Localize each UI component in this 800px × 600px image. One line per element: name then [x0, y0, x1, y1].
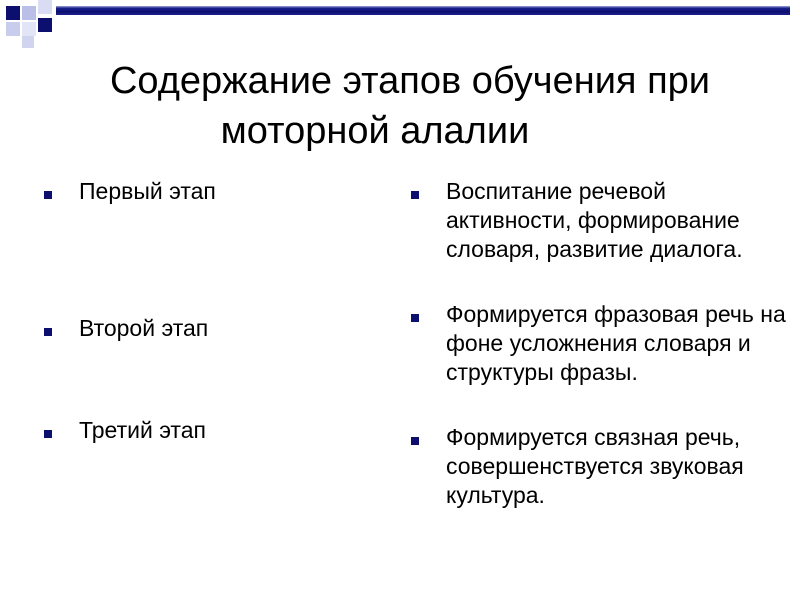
square-bullet-icon: [411, 437, 419, 445]
square-bullet-icon: [411, 191, 419, 199]
square-bullet-icon: [411, 314, 419, 322]
description-text: Формируется связная речь, совершенствуется звуковая культура.: [446, 424, 744, 508]
deco-square: [6, 6, 20, 20]
square-bullet-icon: [44, 191, 52, 199]
deco-square: [38, 18, 52, 32]
square-bullet-icon: [44, 328, 52, 336]
description-item-2: [407, 300, 786, 387]
stage-label: Третий этап: [79, 417, 206, 443]
slide-title-line-2: моторной алалии: [220, 110, 530, 152]
description-text: Воспитание речевой активности, формирование словаря, развитие диалога.: [446, 178, 743, 262]
deco-square: [6, 22, 20, 36]
header-bar: [56, 6, 790, 15]
deco-square: [38, 0, 52, 14]
description-text: Формируется фразовая речь на фоне усложнения словаря и структуры фразы.: [446, 301, 786, 385]
stage-label: Второй этап: [79, 315, 209, 341]
deco-square: [22, 6, 36, 20]
stage-item-3: [40, 416, 206, 445]
stage-item-1: [40, 177, 216, 206]
stage-label: Первый этап: [79, 178, 216, 204]
slide-title-line-1: Содержание этапов обучения при: [109, 60, 711, 102]
description-item-1: [407, 177, 786, 264]
stage-item-2: [40, 314, 208, 343]
slide-title: [40, 56, 780, 156]
deco-square: [22, 22, 36, 36]
description-item-3: [407, 423, 786, 510]
square-bullet-icon: [44, 430, 52, 438]
deco-square: [22, 36, 34, 48]
